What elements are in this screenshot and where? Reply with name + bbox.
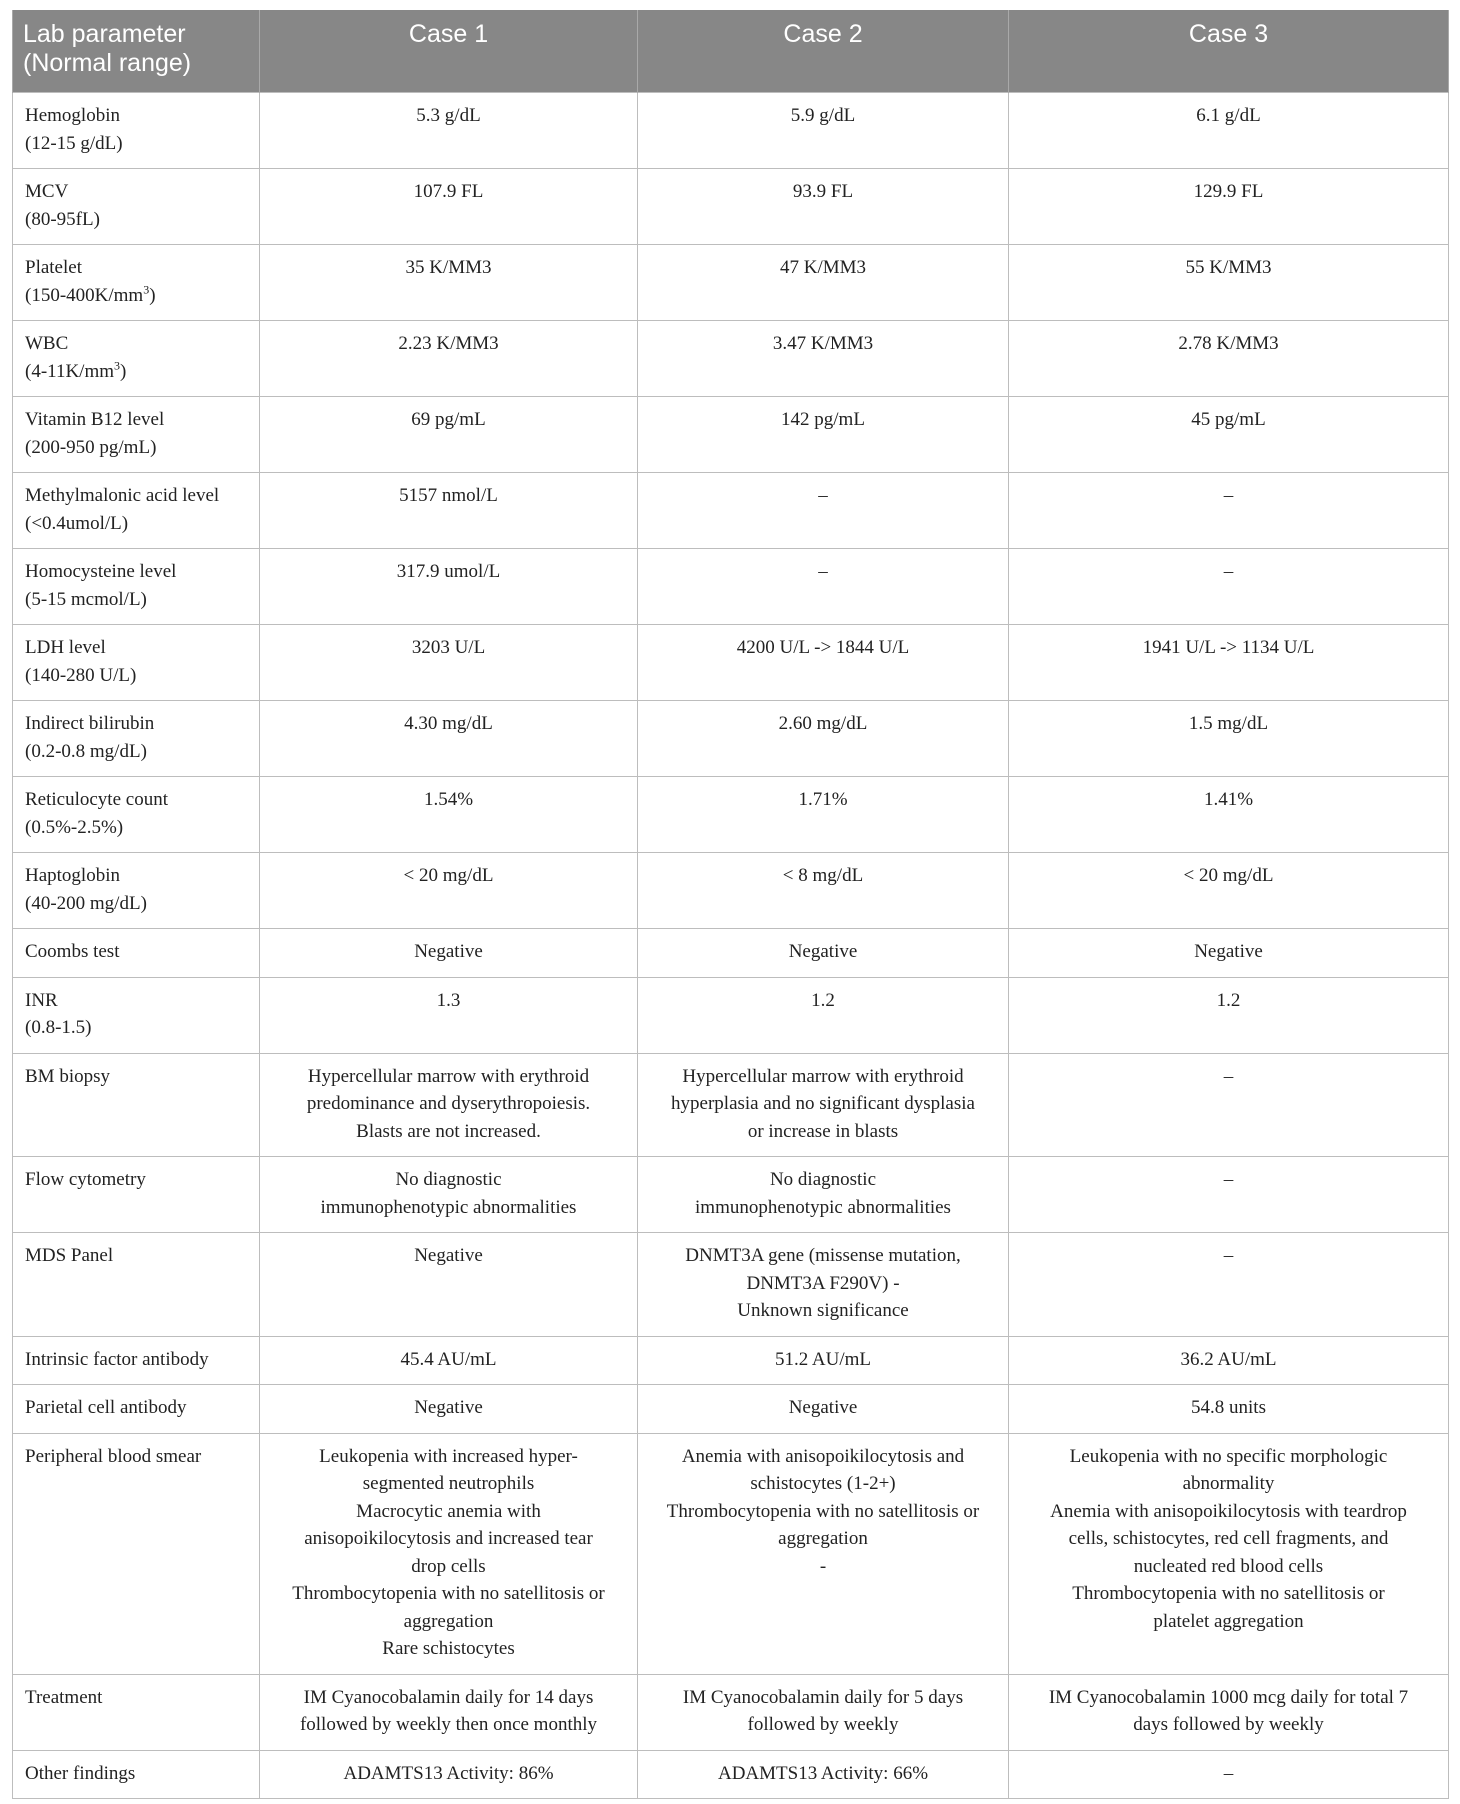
parameter-name: Hemoglobin bbox=[25, 105, 120, 126]
case-1-value bbox=[260, 397, 638, 473]
lab-parameter-cell bbox=[13, 1674, 260, 1750]
case-3-value bbox=[1009, 1385, 1449, 1434]
case-1-value bbox=[260, 1233, 638, 1337]
case-3-value bbox=[1009, 169, 1449, 245]
value-line: Negative bbox=[1194, 941, 1263, 962]
value-line: 1.2 bbox=[1216, 989, 1241, 1011]
value-line: – bbox=[1223, 1245, 1234, 1266]
normal-range: (<0.4umol/L) bbox=[25, 512, 129, 534]
table-row bbox=[13, 929, 1449, 978]
lab-parameter-cell bbox=[13, 977, 260, 1053]
value-line: 45.4 AU/mL bbox=[400, 1348, 497, 1370]
value-line: 129.9 FL bbox=[1193, 181, 1264, 202]
value-line: 1.41% bbox=[1203, 789, 1254, 810]
parameter-name: Homocysteine level bbox=[25, 561, 177, 582]
table-row bbox=[13, 1433, 1449, 1674]
table-row bbox=[13, 321, 1449, 397]
case-3-value bbox=[1009, 1157, 1449, 1233]
parameter-name: Methylmalonic acid level bbox=[25, 485, 220, 506]
normal-range: (5-15 mcmol/L) bbox=[25, 588, 147, 610]
case-1-value bbox=[260, 549, 638, 625]
lab-parameter-cell bbox=[13, 701, 260, 777]
value-line: anisopoikilocytosis and increased tear bbox=[304, 1528, 593, 1549]
value-line: IM Cyanocobalamin 1000 mcg daily for total 7 bbox=[1048, 1686, 1409, 1708]
header-case-2: Case 2 bbox=[638, 10, 1009, 93]
case-3-value bbox=[1009, 1433, 1449, 1674]
table-header bbox=[13, 10, 1449, 93]
table-row bbox=[13, 853, 1449, 929]
lab-parameter-cell bbox=[13, 321, 260, 397]
table-row bbox=[13, 397, 1449, 473]
case-2-value bbox=[638, 549, 1009, 625]
value-line: No diagnostic bbox=[395, 1169, 502, 1190]
value-line: aggregation bbox=[403, 1610, 494, 1632]
value-line: 1.54% bbox=[423, 789, 474, 810]
value-line: Leukopenia with increased hyper- bbox=[319, 1445, 578, 1467]
case-3-value bbox=[1009, 397, 1449, 473]
table-row bbox=[13, 1336, 1449, 1385]
case-3-value bbox=[1009, 929, 1449, 978]
header-row bbox=[13, 10, 1449, 93]
case-1-value bbox=[260, 473, 638, 549]
value-line: 35 K/MM3 bbox=[405, 257, 492, 278]
table-row bbox=[13, 777, 1449, 853]
normal-range: (200-950 pg/mL) bbox=[25, 436, 157, 458]
value-line: platelet aggregation bbox=[1153, 1610, 1304, 1632]
value-line: 1.3 bbox=[436, 989, 461, 1011]
value-line: Anemia with anisopoikilocytosis and bbox=[681, 1445, 965, 1467]
parameter-name: Vitamin B12 level bbox=[25, 409, 165, 430]
parameter-name: MCV bbox=[25, 181, 69, 202]
value-line: cells, schistocytes, red cell fragments, and bbox=[1068, 1528, 1389, 1549]
case-3-value bbox=[1009, 853, 1449, 929]
lab-parameter-cell bbox=[13, 1157, 260, 1233]
value-line: Hypercellular marrow with erythroid bbox=[682, 1065, 964, 1087]
case-3-value bbox=[1009, 93, 1449, 169]
parameter-name: Platelet bbox=[25, 257, 82, 278]
lab-parameter-cell bbox=[13, 1433, 260, 1674]
case-3-value bbox=[1009, 1750, 1449, 1799]
case-2-value bbox=[638, 1750, 1009, 1799]
case-2-value bbox=[638, 245, 1009, 321]
value-line: days followed by weekly bbox=[1133, 1714, 1324, 1735]
case-2-value bbox=[638, 929, 1009, 978]
case-1-value bbox=[260, 1433, 638, 1674]
value-line: 317.9 umol/L bbox=[396, 561, 501, 582]
value-line: 1.71% bbox=[798, 789, 848, 810]
value-line: DNMT3A gene (missense mutation, bbox=[685, 1245, 961, 1266]
value-line: or increase in blasts bbox=[747, 1120, 899, 1142]
value-line: Negative bbox=[788, 1397, 858, 1418]
case-3-value bbox=[1009, 977, 1449, 1053]
table-row bbox=[13, 625, 1449, 701]
value-line: 1.2 bbox=[811, 989, 835, 1011]
value-line: 107.9 FL bbox=[413, 181, 484, 202]
lab-parameter-cell bbox=[13, 1385, 260, 1434]
value-line: ADAMTS13 Activity: 66% bbox=[717, 1762, 929, 1784]
value-line: 69 pg/mL bbox=[411, 409, 486, 430]
normal-range: (140-280 U/L) bbox=[25, 664, 137, 686]
case-1-value bbox=[260, 853, 638, 929]
parameter-name: Intrinsic factor antibody bbox=[25, 1348, 209, 1370]
value-line: Blasts are not increased. bbox=[356, 1120, 541, 1142]
normal-range bbox=[25, 358, 245, 386]
case-1-value bbox=[260, 625, 638, 701]
value-line: 4200 U/L -> 1844 U/L bbox=[736, 637, 910, 658]
case-1-value bbox=[260, 1674, 638, 1750]
value-line: Thrombocytopenia with no satellitosis or bbox=[1072, 1583, 1385, 1604]
parameter-name: Indirect bilirubin bbox=[25, 713, 155, 734]
table-row bbox=[13, 1233, 1449, 1337]
parameter-name: MDS Panel bbox=[25, 1245, 114, 1266]
value-line: Unknown significance bbox=[737, 1300, 909, 1321]
lab-parameter-cell bbox=[13, 1750, 260, 1799]
case-3-value bbox=[1009, 1336, 1449, 1385]
value-line: 36.2 AU/mL bbox=[1180, 1348, 1277, 1370]
value-line: - bbox=[819, 1555, 827, 1577]
case-2-value bbox=[638, 1433, 1009, 1674]
header-case-3: Case 3 bbox=[1009, 10, 1449, 93]
normal-range: (80-95fL) bbox=[25, 208, 100, 230]
value-line: Thrombocytopenia with no satellitosis or bbox=[292, 1583, 605, 1604]
normal-range: (12-15 g/dL) bbox=[25, 132, 123, 154]
case-3-value bbox=[1009, 1053, 1449, 1157]
case-1-value bbox=[260, 1053, 638, 1157]
lab-parameter-cell bbox=[13, 549, 260, 625]
case-1-value bbox=[260, 1157, 638, 1233]
parameter-name: Coombs test bbox=[25, 941, 120, 962]
value-line: Anemia with anisopoikilocytosis with teardrop bbox=[1050, 1500, 1407, 1522]
value-line: schistocytes (1-2+) bbox=[750, 1473, 896, 1494]
case-1-value bbox=[260, 701, 638, 777]
value-line: 2.78 K/MM3 bbox=[1178, 333, 1279, 354]
value-line: 2.60 mg/dL bbox=[778, 713, 868, 734]
table-row bbox=[13, 93, 1449, 169]
value-line: 3.47 K/MM3 bbox=[772, 333, 874, 354]
header-normal-range-line: (Normal range) bbox=[23, 49, 192, 77]
parameter-name: Haptoglobin bbox=[25, 865, 120, 886]
table-row bbox=[13, 245, 1449, 321]
parameter-name: LDH level bbox=[25, 637, 106, 658]
normal-range-superscript: 3 bbox=[114, 358, 121, 373]
parameter-name: WBC bbox=[25, 333, 69, 354]
value-line: 6.1 g/dL bbox=[1196, 105, 1261, 126]
lab-parameter-cell bbox=[13, 1053, 260, 1157]
case-2-value bbox=[638, 853, 1009, 929]
normal-range: (40-200 mg/dL) bbox=[25, 892, 147, 914]
value-line: ADAMTS13 Activity: 86% bbox=[343, 1762, 554, 1784]
value-line: No diagnostic bbox=[769, 1169, 877, 1190]
value-line: 47 K/MM3 bbox=[779, 257, 867, 278]
lab-parameter-cell bbox=[13, 1233, 260, 1337]
parameter-name: Treatment bbox=[25, 1686, 103, 1708]
table-row bbox=[13, 1750, 1449, 1799]
parameter-name: Flow cytometry bbox=[25, 1169, 146, 1190]
case-3-value bbox=[1009, 321, 1449, 397]
value-line: IM Cyanocobalamin daily for 14 days bbox=[303, 1686, 594, 1708]
value-line: 142 pg/mL bbox=[781, 409, 865, 430]
value-line: – bbox=[1223, 1762, 1234, 1784]
normal-range-superscript: 3 bbox=[143, 282, 150, 297]
table-body bbox=[13, 93, 1449, 1799]
value-line: < 20 mg/dL bbox=[1183, 865, 1274, 886]
parameter-name: Reticulocyte count bbox=[25, 789, 168, 810]
case-3-value bbox=[1009, 1674, 1449, 1750]
lab-parameter-cell bbox=[13, 625, 260, 701]
value-line: nucleated red blood cells bbox=[1133, 1555, 1324, 1577]
table-row bbox=[13, 1385, 1449, 1434]
value-line: 1.5 mg/dL bbox=[1188, 713, 1269, 734]
table-row bbox=[13, 473, 1449, 549]
header-case-1: Case 1 bbox=[260, 10, 638, 93]
lab-parameters-table bbox=[12, 10, 1449, 1799]
table-row bbox=[13, 701, 1449, 777]
case-2-value bbox=[638, 977, 1009, 1053]
case-2-value bbox=[638, 1674, 1009, 1750]
case-2-value bbox=[638, 169, 1009, 245]
value-line: 5157 nmol/L bbox=[399, 485, 498, 506]
case-1-value bbox=[260, 1385, 638, 1434]
value-line: < 20 mg/dL bbox=[403, 865, 494, 886]
normal-range-close: ) bbox=[149, 284, 156, 306]
value-line: Hypercellular marrow with erythroid bbox=[307, 1065, 590, 1087]
parameter-name: BM biopsy bbox=[25, 1065, 110, 1087]
value-line: Rare schistocytes bbox=[382, 1638, 515, 1659]
case-2-value bbox=[638, 625, 1009, 701]
value-line: immunophenotypic abnormalities bbox=[695, 1196, 951, 1218]
case-1-value bbox=[260, 321, 638, 397]
case-1-value bbox=[260, 777, 638, 853]
value-line: – bbox=[818, 485, 828, 506]
value-line: 5.3 g/dL bbox=[416, 105, 481, 126]
case-3-value bbox=[1009, 777, 1449, 853]
value-line: – bbox=[1223, 485, 1234, 506]
value-line: IM Cyanocobalamin daily for 5 days bbox=[682, 1686, 964, 1708]
lab-parameter-cell bbox=[13, 245, 260, 321]
normal-range: (0.8-1.5) bbox=[25, 1017, 92, 1038]
normal-range-close: ) bbox=[120, 360, 127, 382]
value-line: 4.30 mg/dL bbox=[404, 713, 493, 734]
normal-range-text: (150-400K/mm bbox=[25, 284, 144, 306]
value-line: Negative bbox=[414, 1397, 483, 1418]
value-line: drop cells bbox=[411, 1555, 486, 1577]
case-1-value bbox=[260, 245, 638, 321]
header-lab-parameter bbox=[13, 10, 260, 93]
normal-range: (0.5%-2.5%) bbox=[25, 816, 124, 838]
value-line: Negative bbox=[414, 941, 483, 962]
case-3-value bbox=[1009, 245, 1449, 321]
value-line: – bbox=[1223, 1169, 1234, 1190]
header-lab-parameter-line: Lab parameter bbox=[23, 20, 186, 48]
value-line: followed by weekly then once monthly bbox=[299, 1714, 598, 1735]
value-line: – bbox=[1223, 1065, 1234, 1087]
value-line: aggregation bbox=[778, 1528, 868, 1549]
table-row bbox=[13, 549, 1449, 625]
lab-parameter-cell bbox=[13, 169, 260, 245]
case-1-value bbox=[260, 93, 638, 169]
value-line: – bbox=[1223, 561, 1234, 582]
case-2-value bbox=[638, 1157, 1009, 1233]
value-line: 51.2 AU/mL bbox=[774, 1348, 872, 1370]
case-1-value bbox=[260, 929, 638, 978]
case-3-value bbox=[1009, 549, 1449, 625]
table-row bbox=[13, 1157, 1449, 1233]
value-line: Thrombocytopenia with no satellitosis or bbox=[666, 1500, 980, 1522]
normal-range bbox=[25, 282, 245, 310]
value-line: Negative bbox=[788, 941, 858, 962]
case-2-value bbox=[638, 777, 1009, 853]
value-line: followed by weekly bbox=[747, 1714, 899, 1735]
case-2-value bbox=[638, 321, 1009, 397]
case-1-value bbox=[260, 977, 638, 1053]
case-3-value bbox=[1009, 473, 1449, 549]
value-line: predominance and dyserythropoiesis. bbox=[306, 1093, 591, 1114]
value-line: 5.9 g/dL bbox=[790, 105, 856, 126]
lab-parameter-cell bbox=[13, 929, 260, 978]
value-line: 55 K/MM3 bbox=[1185, 257, 1272, 278]
value-line: < 8 mg/dL bbox=[782, 865, 864, 886]
parameter-name: Peripheral blood smear bbox=[25, 1445, 202, 1467]
case-2-value bbox=[638, 701, 1009, 777]
case-2-value bbox=[638, 1336, 1009, 1385]
value-line: segmented neutrophils bbox=[362, 1473, 535, 1494]
value-line: abnormality bbox=[1182, 1473, 1275, 1494]
table-row bbox=[13, 1674, 1449, 1750]
parameter-name: INR bbox=[25, 989, 58, 1011]
value-line: 2.23 K/MM3 bbox=[398, 333, 499, 354]
parameter-name: Parietal cell antibody bbox=[25, 1397, 187, 1418]
case-2-value bbox=[638, 93, 1009, 169]
normal-range-text: (4-11K/mm bbox=[25, 360, 115, 382]
case-3-value bbox=[1009, 1233, 1449, 1337]
lab-parameter-cell bbox=[13, 1336, 260, 1385]
value-line: – bbox=[818, 561, 828, 582]
table-row bbox=[13, 977, 1449, 1053]
case-1-value bbox=[260, 169, 638, 245]
value-line: DNMT3A F290V) - bbox=[746, 1272, 900, 1294]
value-line: Negative bbox=[414, 1245, 483, 1266]
case-1-value bbox=[260, 1750, 638, 1799]
value-line: immunophenotypic abnormalities bbox=[320, 1196, 577, 1218]
table-row bbox=[13, 169, 1449, 245]
case-2-value bbox=[638, 397, 1009, 473]
table-row bbox=[13, 1053, 1449, 1157]
value-line: Leukopenia with no specific morphologic bbox=[1069, 1445, 1388, 1467]
case-2-value bbox=[638, 1053, 1009, 1157]
case-2-value bbox=[638, 473, 1009, 549]
case-1-value bbox=[260, 1336, 638, 1385]
value-line: 45 pg/mL bbox=[1191, 409, 1266, 430]
case-2-value bbox=[638, 1233, 1009, 1337]
lab-parameter-cell bbox=[13, 473, 260, 549]
lab-parameter-cell bbox=[13, 93, 260, 169]
parameter-name: Other findings bbox=[25, 1762, 136, 1784]
value-line: 1941 U/L -> 1134 U/L bbox=[1142, 637, 1315, 658]
case-3-value bbox=[1009, 625, 1449, 701]
value-line: 54.8 units bbox=[1191, 1397, 1266, 1418]
case-3-value bbox=[1009, 701, 1449, 777]
value-line: Macrocytic anemia with bbox=[356, 1500, 541, 1522]
case-2-value bbox=[638, 1385, 1009, 1434]
lab-parameter-cell bbox=[13, 397, 260, 473]
value-line: 93.9 FL bbox=[792, 181, 854, 202]
lab-parameter-cell bbox=[13, 777, 260, 853]
value-line: 3203 U/L bbox=[411, 637, 486, 658]
normal-range: (0.2-0.8 mg/dL) bbox=[25, 740, 147, 762]
value-line: hyperplasia and no significant dysplasia bbox=[671, 1093, 975, 1114]
lab-parameter-cell bbox=[13, 853, 260, 929]
